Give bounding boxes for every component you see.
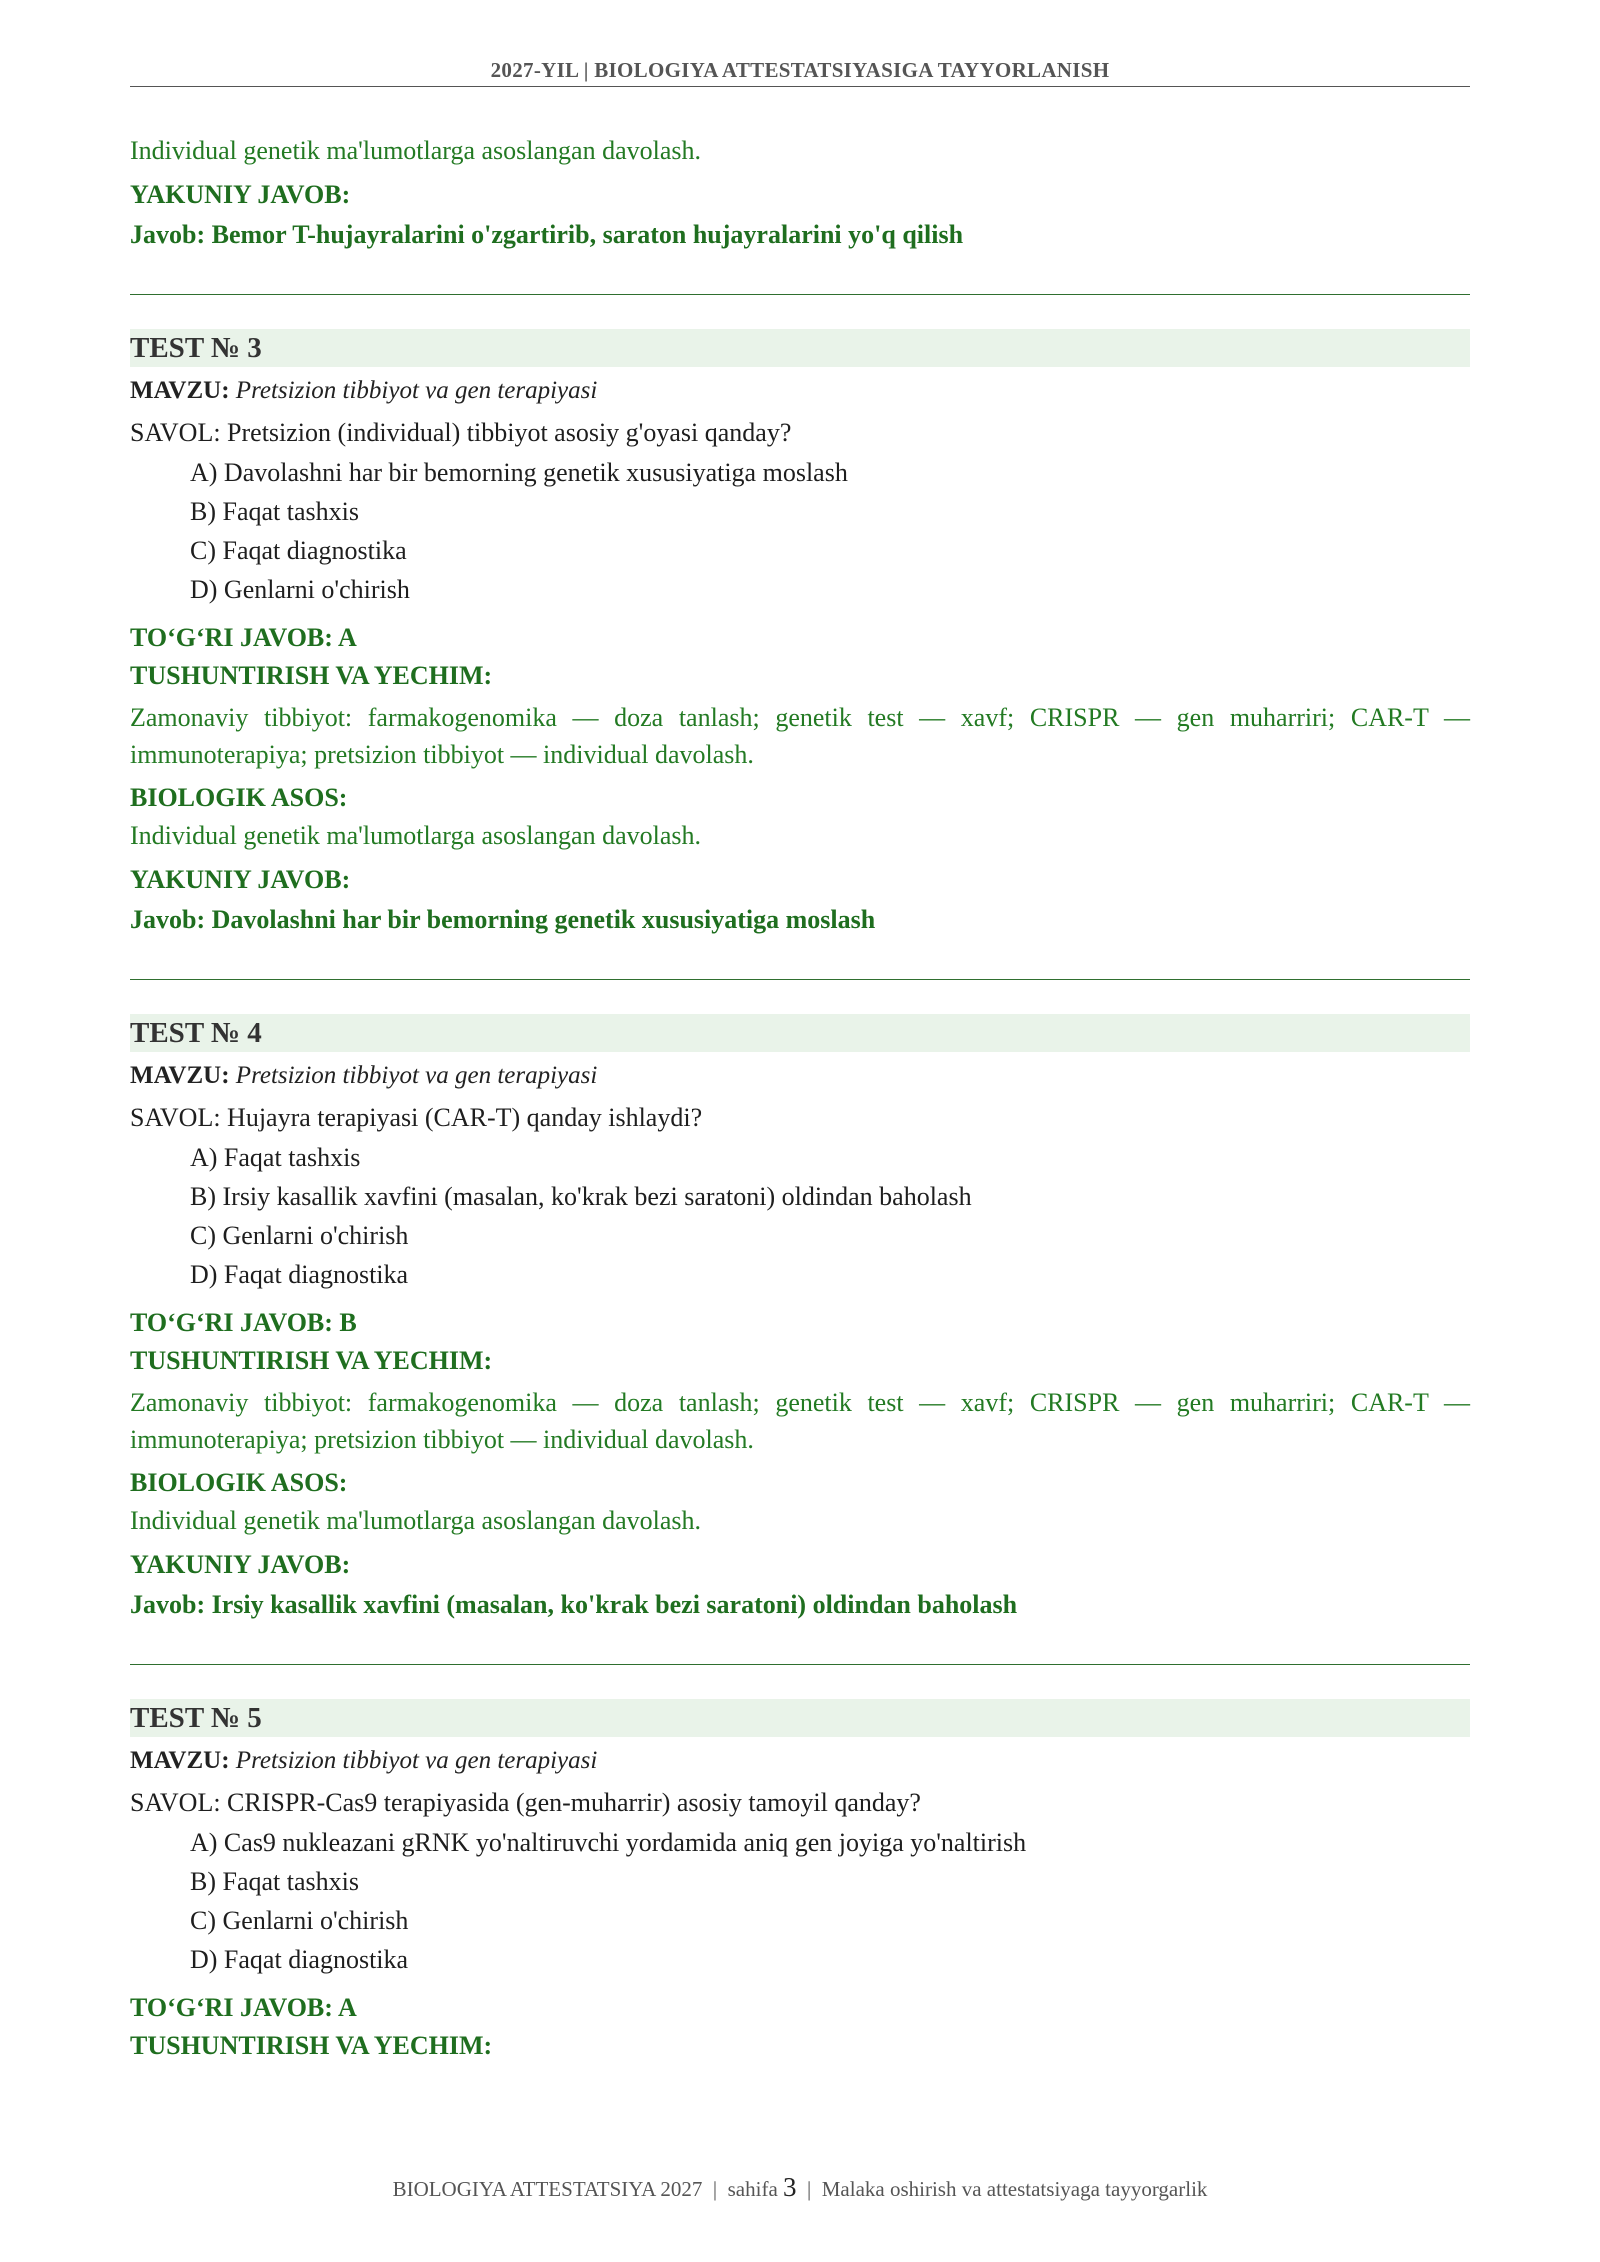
final-answer: Javob: Irsiy kasallik xavfini (masalan, ko'krak bezi saratoni) oldindan baholash	[130, 1590, 1018, 1619]
final-answer: Javob: Davolashni har bir bemorning genetik xususiyatiga moslash	[130, 905, 876, 934]
answer-option: A) Davolashni har bir bemorning genetik xususiyatiga moslash	[190, 458, 848, 487]
section-divider	[130, 294, 1470, 295]
carry-final-label: YAKUNIY JAVOB:	[130, 180, 351, 209]
answer-option: B) Faqat tashxis	[190, 497, 359, 526]
answer-option: D) Faqat diagnostika	[190, 1260, 409, 1289]
running-header: 2027-YIL | BIOLOGIYA ATTESTATSIYASIGA TAYYORLANISH	[490, 58, 1110, 82]
basis-label: BIOLOGIK ASOS:	[130, 1468, 348, 1497]
section-divider	[130, 979, 1470, 980]
answer-option: D) Faqat diagnostika	[190, 1945, 409, 1974]
footer-left: BIOLOGIYA ATTESTATSIYA 2027	[392, 2177, 703, 2201]
page-content	[130, 132, 1470, 2065]
topic-label: MAVZU:	[130, 377, 230, 404]
correct-answer: TO‘G‘RI JAVOB: A	[130, 1993, 357, 2022]
answer-option: C) Genlarni o'chirish	[190, 1906, 409, 1935]
test-block	[130, 1699, 1470, 2065]
test-topic	[130, 1743, 1470, 1779]
header-rule	[130, 86, 1470, 87]
topic-value: Pretsizion tibbiyot va gen terapiyasi	[235, 1747, 598, 1774]
question-text: SAVOL: CRISPR-Cas9 terapiyasida (gen-muharrir) asosiy tamoyil qanday?	[130, 1788, 921, 1817]
answer-option: B) Irsiy kasallik xavfini (masalan, ko'krak bezi saratoni) oldindan baholash	[190, 1182, 972, 1211]
test-topic	[130, 1058, 1470, 1094]
topic-value: Pretsizion tibbiyot va gen terapiyasi	[235, 377, 598, 404]
answer-option: D) Genlarni o'chirish	[190, 575, 410, 604]
final-label: YAKUNIY JAVOB:	[130, 1550, 351, 1579]
footer-page-label: sahifa	[727, 2177, 778, 2201]
footer-separator: |	[712, 2177, 718, 2201]
basis-text: Individual genetik ma'lumotlarga asoslangan davolash.	[130, 1506, 702, 1535]
basis-text: Individual genetik ma'lumotlarga asoslangan davolash.	[130, 821, 702, 850]
test-block	[130, 329, 1470, 939]
answer-option: C) Genlarni o'chirish	[190, 1221, 409, 1250]
answer-option: C) Faqat diagnostika	[190, 536, 407, 565]
topic-value: Pretsizion tibbiyot va gen terapiyasi	[235, 1062, 598, 1089]
explanation-label: TUSHUNTIRISH VA YECHIM:	[130, 2031, 493, 2060]
explanation-text: Zamonaviy tibbiyot: farmakogenomika — doza tanlash; genetik test — xavf; CRISPR — gen muharriri; CAR-T — immunoterapiya; pretsizion tibbiyot — individual davolash.	[130, 703, 1470, 769]
test-topic	[130, 373, 1470, 409]
carry-basis-text: Individual genetik ma'lumotlarga asoslangan davolash.	[130, 136, 702, 165]
explanation-label: TUSHUNTIRISH VA YECHIM:	[130, 661, 493, 690]
basis-label: BIOLOGIK ASOS:	[130, 783, 348, 812]
page-footer	[0, 2172, 1600, 2203]
answer-option: B) Faqat tashxis	[190, 1867, 359, 1896]
answer-option: A) Faqat tashxis	[190, 1143, 361, 1172]
test-title: TEST № 3	[130, 329, 1470, 367]
explanation-label: TUSHUNTIRISH VA YECHIM:	[130, 1346, 493, 1375]
carry-final-answer: Javob: Bemor T-hujayralarini o'zgartirib, saraton hujayralarini yo'q qilish	[130, 220, 964, 249]
footer-separator: |	[807, 2177, 812, 2201]
footer-right: Malaka oshirish va attestatsiyaga tayyorgarlik	[821, 2177, 1208, 2201]
question-text: SAVOL: Pretsizion (individual) tibbiyot asosiy g'oyasi qanday?	[130, 418, 792, 447]
final-label: YAKUNIY JAVOB:	[130, 865, 351, 894]
question-text: SAVOL: Hujayra terapiyasi (CAR-T) qanday ishlaydi?	[130, 1103, 703, 1132]
answer-option: A) Cas9 nukleazani gRNK yo'naltiruvchi yordamida aniq gen joyiga yo'naltirish	[190, 1828, 1027, 1857]
test-block	[130, 1014, 1470, 1624]
explanation-text: Zamonaviy tibbiyot: farmakogenomika — doza tanlash; genetik test — xavf; CRISPR — gen muharriri; CAR-T — immunoterapiya; pretsizion tibbiyot — individual davolash.	[130, 1388, 1470, 1454]
section-divider	[130, 1664, 1470, 1665]
correct-answer: TO‘G‘RI JAVOB: B	[130, 1308, 357, 1337]
correct-answer: TO‘G‘RI JAVOB: A	[130, 623, 357, 652]
topic-label: MAVZU:	[130, 1747, 230, 1774]
document-page	[130, 0, 1470, 2262]
test-title: TEST № 4	[130, 1014, 1470, 1052]
test-title: TEST № 5	[130, 1699, 1470, 1737]
topic-label: MAVZU:	[130, 1062, 230, 1089]
page-number: 3	[783, 2172, 797, 2202]
